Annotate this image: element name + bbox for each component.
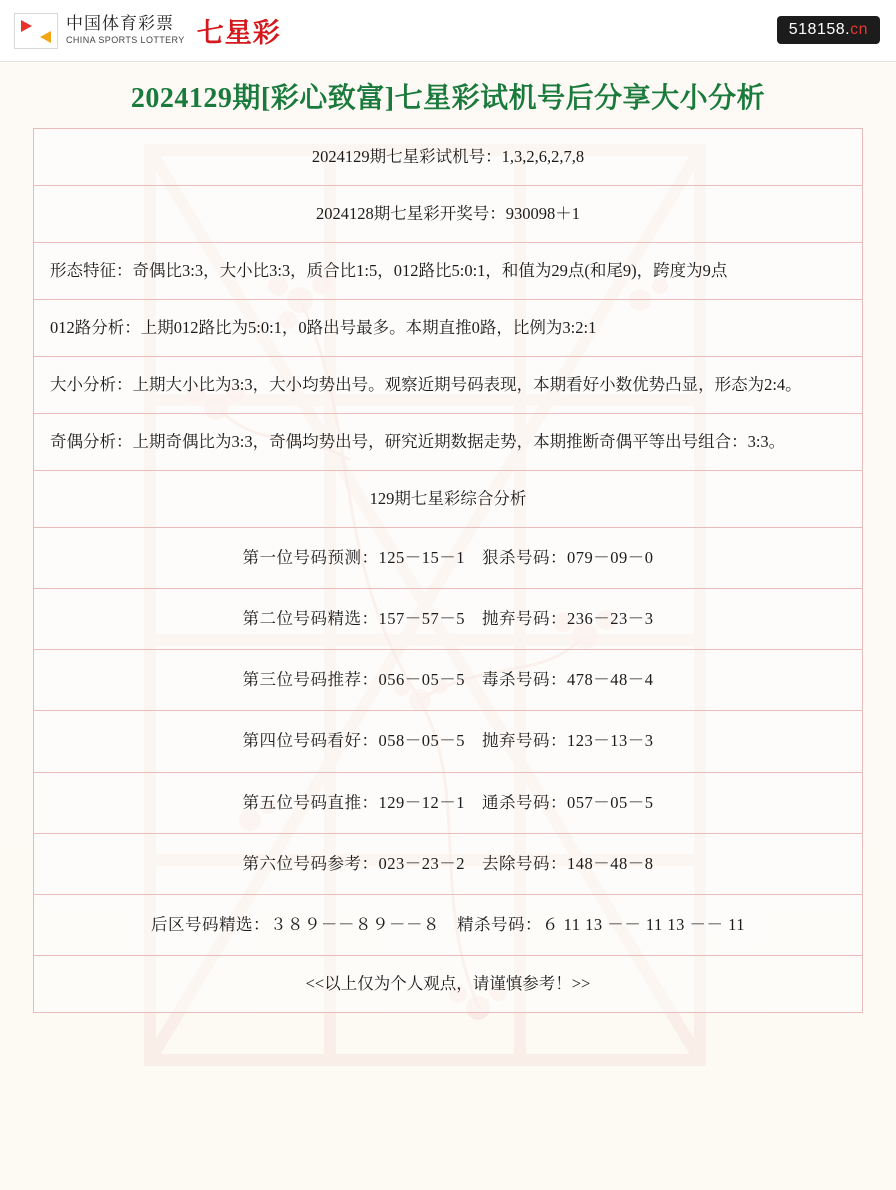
logo-brand-name: 七星彩 xyxy=(196,18,281,48)
site-header xyxy=(0,0,896,62)
site-domain-badge xyxy=(777,16,880,44)
table-row xyxy=(34,129,863,186)
table-row xyxy=(34,528,863,589)
analysis-size-cell: 大小分析：上期大小比为3:3，大小均势出号。观察近期号码表现，本期看好小数优势凸显，形态为2:4。 xyxy=(34,357,863,414)
table-row xyxy=(34,243,863,300)
disclaimer-cell: <<以上仅为个人观点，请谨慎参考！>> xyxy=(34,955,863,1012)
prediction-pos4-cell: 第四位号码看好：058－05－5 抛弃号码：123－13－3 xyxy=(34,711,863,772)
analysis-012-cell: 012路分析：上期012路比为5:0:1，0路出号最多。本期直推0路，比例为3:2:1 xyxy=(34,300,863,357)
prediction-back-zone-cell: 后区号码精选：３８９－－８９－－８ 精杀号码：６ 11 13 －－ 11 13 －－ 11 xyxy=(34,894,863,955)
table-row xyxy=(34,833,863,894)
table-row xyxy=(34,186,863,243)
analysis-parity-cell: 奇偶分析：上期奇偶比为3:3，奇偶均势出号，研究近期数据走势，本期推断奇偶平等出号组合：3:3。 xyxy=(34,414,863,471)
table-row xyxy=(34,955,863,1012)
table-row xyxy=(34,414,863,471)
table-row xyxy=(34,772,863,833)
prediction-pos3-cell: 第三位号码推荐：056－05－5 毒杀号码：478－48－4 xyxy=(34,650,863,711)
prediction-pos1-cell: 第一位号码预测：125－15－1 狠杀号码：079－09－0 xyxy=(34,528,863,589)
table-row xyxy=(34,894,863,955)
logo-text-block xyxy=(66,15,185,46)
lottery-logo xyxy=(14,11,281,50)
shape-features-cell: 形态特征：奇偶比3:3，大小比3:3，质合比1:5，012路比5:0:1，和值为29点(和尾9)，跨度为9点 xyxy=(34,243,863,300)
prediction-pos5-cell: 第五位号码直推：129－12－1 通杀号码：057－05－5 xyxy=(34,772,863,833)
table-row xyxy=(34,711,863,772)
table-row xyxy=(34,650,863,711)
analysis-table xyxy=(33,128,863,1013)
table-row xyxy=(34,300,863,357)
draw-number-cell: 2024128期七星彩开奖号：930098＋1 xyxy=(34,186,863,243)
table-row xyxy=(34,589,863,650)
logo-title-cn: 中国体育彩票 xyxy=(66,14,174,34)
site-domain-text: 518158. xyxy=(788,21,851,38)
table-row xyxy=(34,357,863,414)
section-title-cell: 129期七星彩综合分析 xyxy=(34,471,863,528)
sports-lottery-icon xyxy=(14,13,58,49)
page-title: 2024129期[彩心致富]七星彩试机号后分享大小分析 xyxy=(130,83,766,114)
table-row xyxy=(34,471,863,528)
site-domain-tld: cn xyxy=(850,21,868,38)
prediction-pos2-cell: 第二位号码精选：157－57－5 抛弃号码：236－23－3 xyxy=(34,589,863,650)
logo-title-en: CHINA SPORTS LOTTERY xyxy=(66,34,185,45)
prediction-pos6-cell: 第六位号码参考：023－23－2 去除号码：148－48－8 xyxy=(34,833,863,894)
trial-number-cell: 2024129期七星彩试机号：1,3,2,6,2,7,8 xyxy=(34,129,863,186)
